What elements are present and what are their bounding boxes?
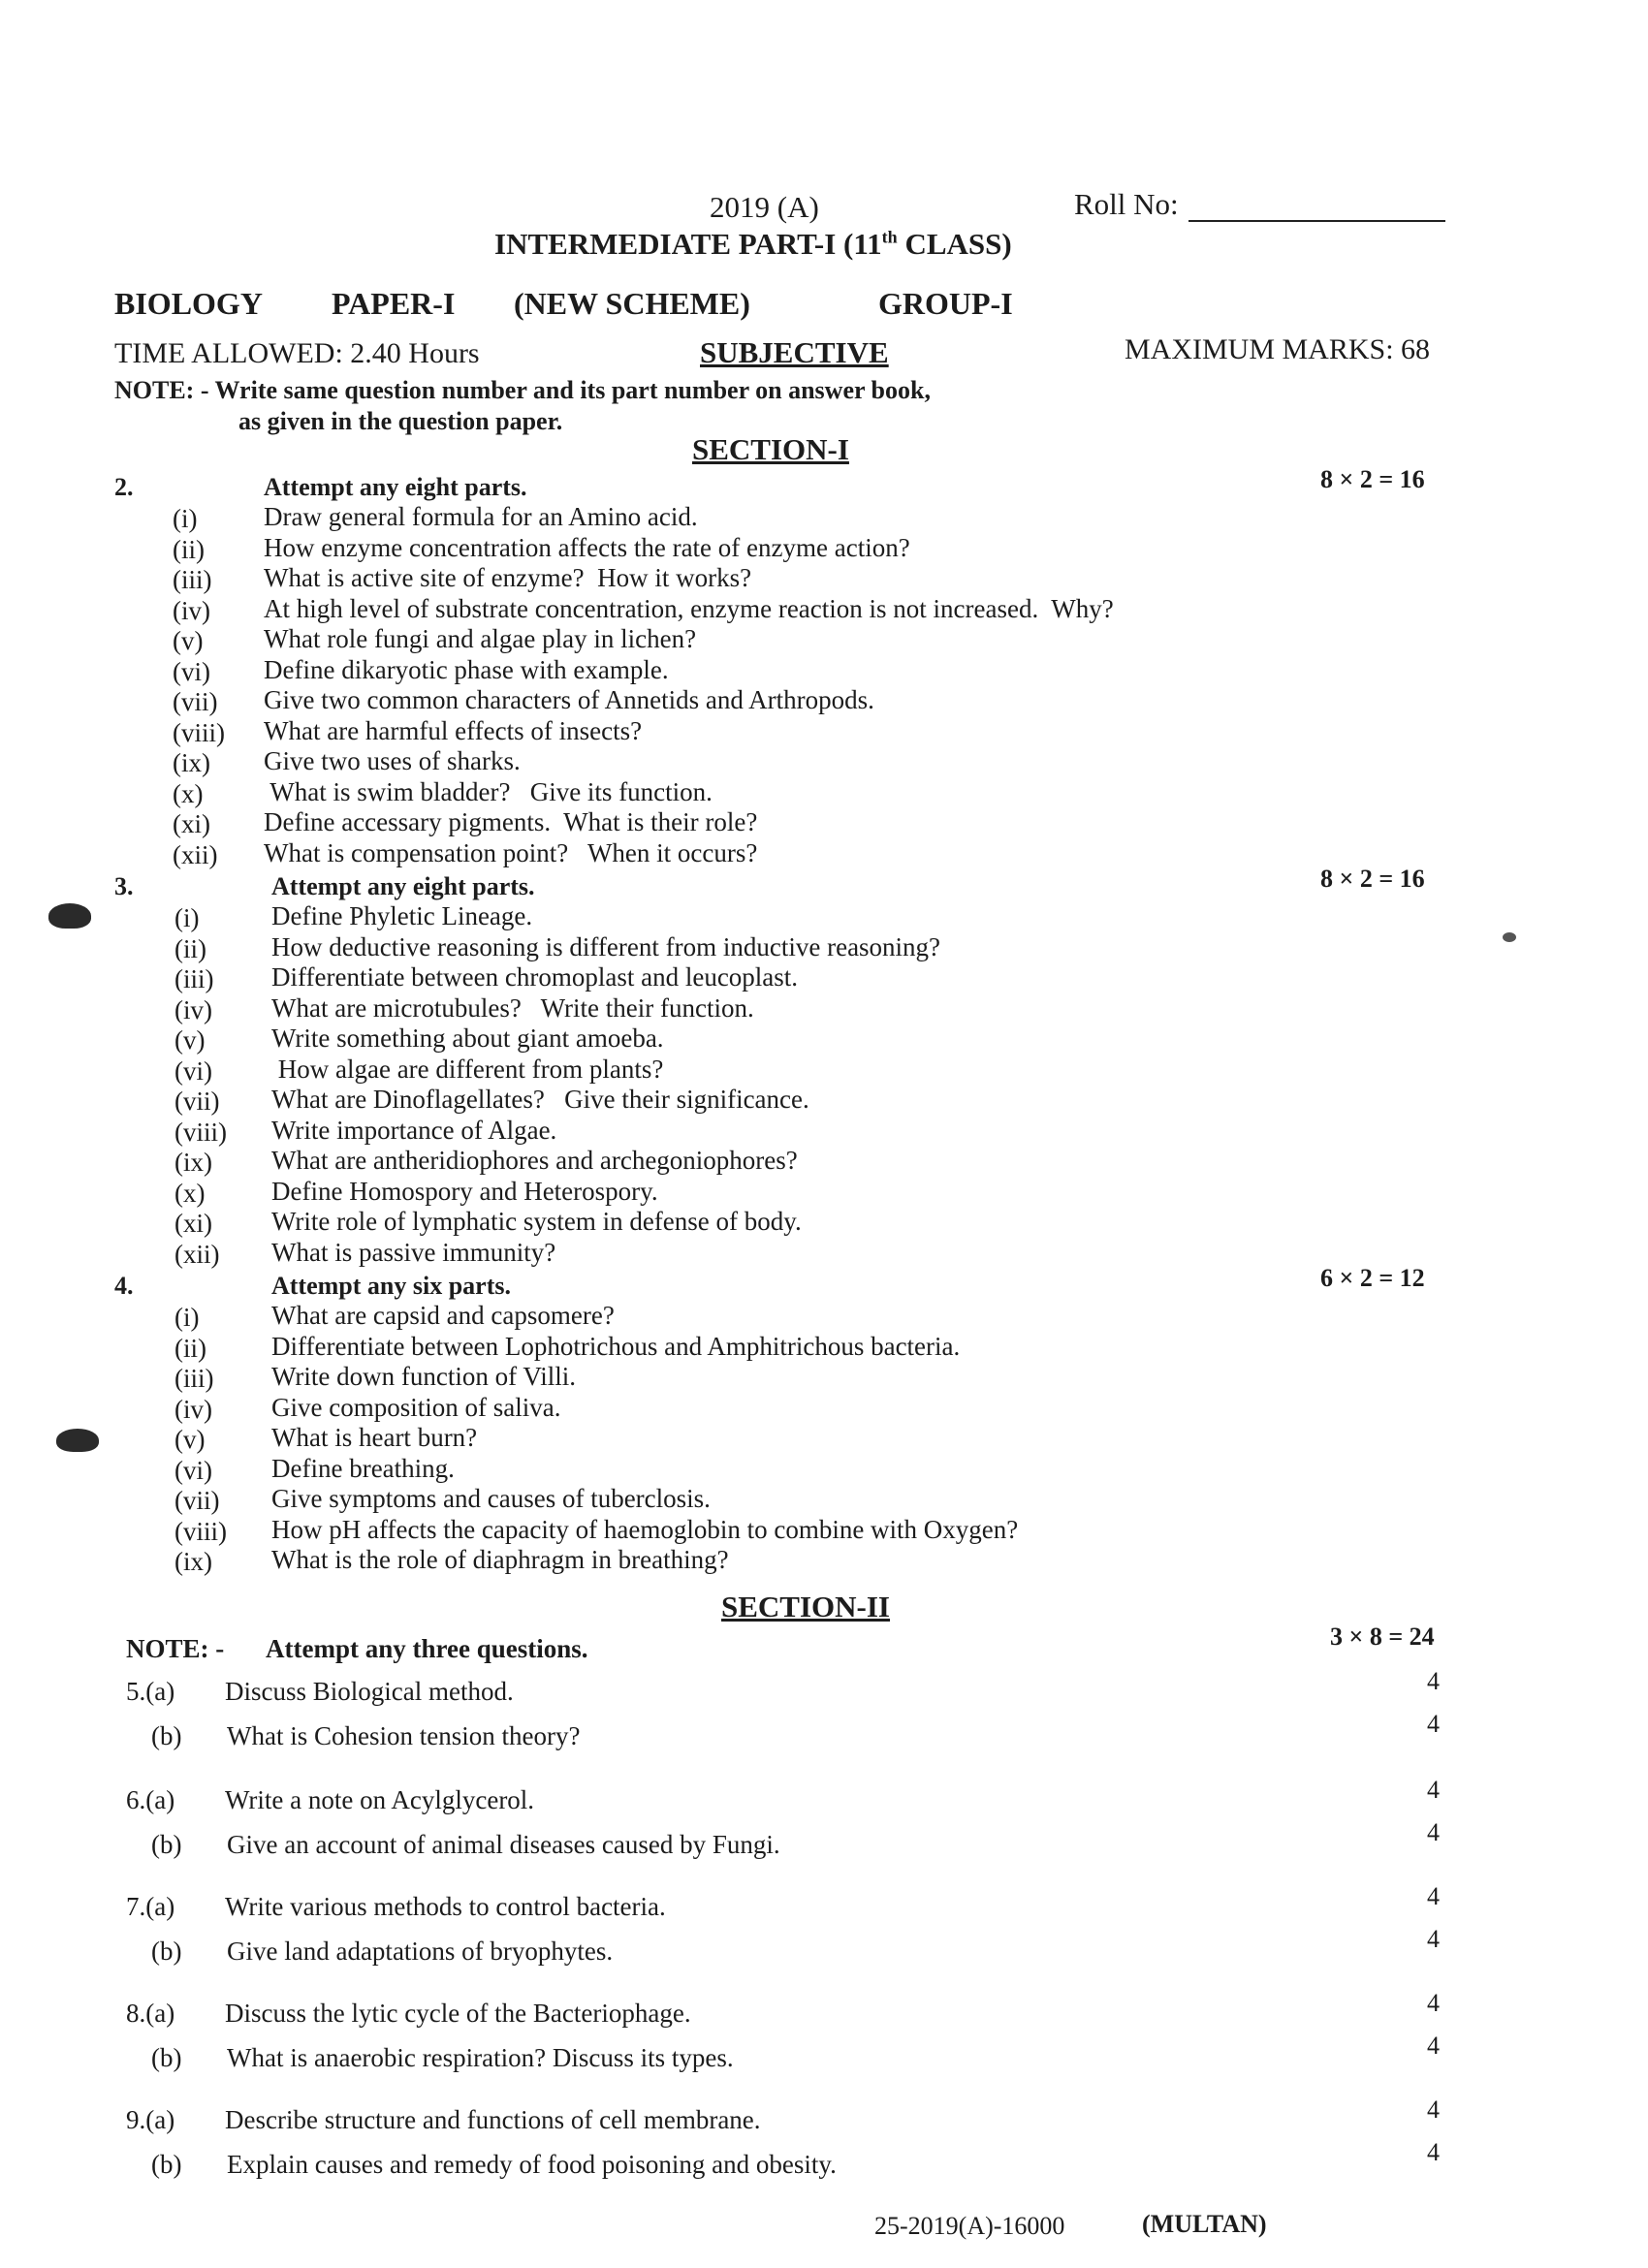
part-question: Give two common characters of Annetids and Arthropods. bbox=[264, 685, 874, 714]
part-label: (v) bbox=[173, 626, 204, 655]
question-part-b-marks: 4 bbox=[1427, 2032, 1440, 2060]
time-allowed: TIME ALLOWED: 2.40 Hours bbox=[114, 337, 480, 369]
question-part-a-marks: 4 bbox=[1427, 2095, 1440, 2124]
part-question: How deductive reasoning is different from inductive reasoning? bbox=[271, 932, 941, 961]
question-part-a-label: 8.(a) bbox=[126, 1999, 175, 2028]
part-label: (iii) bbox=[174, 964, 214, 993]
part-label: (x) bbox=[173, 779, 204, 808]
question-number: 4. bbox=[114, 1272, 134, 1300]
part-label: (vi) bbox=[173, 657, 210, 686]
section-2-note: Attempt any three questions. bbox=[266, 1634, 588, 1663]
part-label: (iv) bbox=[173, 596, 210, 625]
question-part-a: Describe structure and functions of cell membrane. bbox=[225, 2105, 761, 2134]
subject-name: BIOLOGY bbox=[114, 286, 263, 321]
part-label: (ii) bbox=[174, 1334, 206, 1363]
part-question: How enzyme concentration affects the rate of enzyme action? bbox=[264, 533, 910, 562]
paper-code: 25-2019(A)-16000 bbox=[874, 2212, 1065, 2240]
question-part-b-marks: 4 bbox=[1427, 2138, 1440, 2166]
question-part-b-marks: 4 bbox=[1427, 1925, 1440, 1953]
part-label: (ii) bbox=[173, 535, 205, 564]
question-part-a: Discuss Biological method. bbox=[225, 1677, 514, 1706]
part-question: What role fungi and algae play in lichen? bbox=[264, 624, 697, 653]
question-part-b-marks: 4 bbox=[1427, 1710, 1440, 1738]
part-label: (vii) bbox=[174, 1486, 220, 1515]
part-label: (vi) bbox=[174, 1456, 212, 1485]
exam-title-tail: CLASS) bbox=[897, 227, 1012, 261]
board-city: (MULTAN) bbox=[1142, 2210, 1267, 2238]
question-instruction: Attempt any six parts. bbox=[271, 1272, 511, 1300]
part-label: (ix) bbox=[173, 748, 210, 777]
question-instruction: Attempt any eight parts. bbox=[264, 473, 527, 501]
roll-number-field bbox=[1074, 187, 1445, 222]
part-label: (iii) bbox=[174, 1364, 214, 1393]
part-question: Define Phyletic Lineage. bbox=[271, 901, 533, 930]
part-label: (xii) bbox=[174, 1240, 220, 1269]
question-number: 3. bbox=[114, 872, 134, 900]
question-part-a: Discuss the lytic cycle of the Bacteriophage. bbox=[225, 1999, 691, 2028]
part-label: (v) bbox=[174, 1025, 206, 1055]
part-question: Define breathing. bbox=[271, 1454, 455, 1483]
part-label: (ix) bbox=[174, 1547, 212, 1576]
question-part-b-label: (b) bbox=[151, 1830, 182, 1859]
part-question: How algae are different from plants? bbox=[271, 1055, 664, 1084]
paper-name: PAPER-I bbox=[332, 286, 456, 321]
part-question: What is heart burn? bbox=[271, 1423, 478, 1452]
part-question: Write down function of Villi. bbox=[271, 1362, 576, 1391]
question-part-a-marks: 4 bbox=[1427, 1667, 1440, 1695]
part-question: At high level of substrate concentration, enzyme reaction is not increased. Why? bbox=[264, 594, 1114, 623]
question-part-a-label: 5.(a) bbox=[126, 1677, 175, 1706]
part-label: (viii) bbox=[174, 1118, 227, 1147]
part-label: (viii) bbox=[173, 718, 225, 747]
section-2-note-label: NOTE: - bbox=[126, 1634, 225, 1663]
question-instruction: Attempt any eight parts. bbox=[271, 872, 535, 900]
part-label: (vii) bbox=[173, 687, 218, 716]
question-part-a: Write various methods to control bacteria. bbox=[225, 1892, 666, 1921]
question-part-b-label: (b) bbox=[151, 1721, 182, 1750]
question-part-a: Write a note on Acylglycerol. bbox=[225, 1785, 535, 1814]
part-question: What are capsid and capsomere? bbox=[271, 1301, 615, 1330]
part-label: (ii) bbox=[174, 934, 206, 963]
roll-number-label: Roll No: bbox=[1074, 187, 1179, 221]
maximum-marks: MAXIMUM MARKS: 68 bbox=[1125, 333, 1431, 365]
question-part-a-marks: 4 bbox=[1427, 1776, 1440, 1804]
part-question: Give two uses of sharks. bbox=[264, 746, 521, 775]
part-question: What is passive immunity? bbox=[271, 1238, 556, 1267]
part-question: How pH affects the capacity of haemoglobin to combine with Oxygen? bbox=[271, 1515, 1019, 1544]
section-2-title: SECTION-II bbox=[721, 1590, 890, 1623]
part-label: (i) bbox=[174, 1303, 200, 1332]
part-question: What are microtubules? Write their function. bbox=[271, 993, 754, 1023]
part-label: (x) bbox=[174, 1179, 206, 1208]
part-question: What is the role of diaphragm in breathing? bbox=[271, 1545, 729, 1574]
scheme-name: (NEW SCHEME) bbox=[514, 286, 750, 321]
exam-title-main: INTERMEDIATE PART-I (11 bbox=[494, 227, 882, 261]
question-part-a-marks: 4 bbox=[1427, 1989, 1440, 2017]
part-question: Write something about giant amoeba. bbox=[271, 1024, 664, 1053]
part-question: Define dikaryotic phase with example. bbox=[264, 655, 669, 684]
section-1-title: SECTION-I bbox=[692, 432, 849, 466]
question-part-b-label: (b) bbox=[151, 2043, 182, 2072]
question-part-b: Give an account of animal diseases caused by Fungi. bbox=[227, 1830, 780, 1859]
exam-title bbox=[494, 227, 1012, 262]
part-label: (xi) bbox=[173, 809, 210, 838]
part-question: What is active site of enzyme? How it works? bbox=[264, 563, 752, 592]
roll-number-blank bbox=[1188, 195, 1445, 222]
section-2-marks: 3 × 8 = 24 bbox=[1330, 1622, 1435, 1651]
part-question: What are Dinoflagellates? Give their significance. bbox=[271, 1085, 809, 1114]
part-label: (ix) bbox=[174, 1148, 212, 1177]
scan-blot bbox=[48, 903, 91, 929]
question-marks: 8 × 2 = 16 bbox=[1320, 465, 1425, 493]
question-number: 2. bbox=[114, 473, 134, 501]
instruction-note: NOTE: - Write same question number and its part number on answer book, bbox=[114, 376, 931, 404]
part-question: Define Homospory and Heterospory. bbox=[271, 1177, 658, 1206]
group-name: GROUP-I bbox=[878, 286, 1013, 321]
part-question: Draw general formula for an Amino acid. bbox=[264, 502, 698, 531]
question-part-b-label: (b) bbox=[151, 2150, 182, 2179]
part-question: Give symptoms and causes of tuberclosis. bbox=[271, 1484, 711, 1513]
part-label: (v) bbox=[174, 1425, 206, 1454]
exam-title-sup: th bbox=[881, 227, 898, 247]
part-label: (iv) bbox=[174, 1395, 212, 1424]
scan-speck bbox=[1503, 932, 1516, 942]
question-part-b: Give land adaptations of bryophytes. bbox=[227, 1937, 614, 1966]
part-label: (xii) bbox=[173, 840, 218, 869]
scan-blot bbox=[56, 1429, 99, 1452]
part-question: What is swim bladder? Give its function. bbox=[264, 777, 713, 806]
part-label: (iii) bbox=[173, 565, 212, 594]
question-part-a-label: 6.(a) bbox=[126, 1785, 175, 1814]
part-question: Give composition of saliva. bbox=[271, 1393, 561, 1422]
question-part-a-marks: 4 bbox=[1427, 1882, 1440, 1910]
question-part-b: What is anaerobic respiration? Discuss its types. bbox=[227, 2043, 734, 2072]
part-question: Differentiate between chromoplast and leucoplast. bbox=[271, 962, 799, 992]
question-part-b-label: (b) bbox=[151, 1937, 182, 1966]
question-part-a-label: 7.(a) bbox=[126, 1892, 175, 1921]
question-part-a-label: 9.(a) bbox=[126, 2105, 175, 2134]
part-label: (viii) bbox=[174, 1517, 227, 1546]
exam-year: 2019 (A) bbox=[710, 190, 819, 224]
question-marks: 8 × 2 = 16 bbox=[1320, 865, 1425, 893]
part-label: (xi) bbox=[174, 1209, 212, 1238]
part-label: (i) bbox=[173, 504, 198, 533]
question-part-b: What is Cohesion tension theory? bbox=[227, 1721, 581, 1750]
part-question: Define accessary pigments. What is their role? bbox=[264, 807, 758, 836]
part-label: (vii) bbox=[174, 1087, 220, 1116]
paper-type-heading: SUBJECTIVE bbox=[700, 335, 889, 369]
part-question: Write importance of Algae. bbox=[271, 1116, 557, 1145]
part-question: What are antheridiophores and archegoniophores? bbox=[271, 1146, 798, 1175]
part-label: (vi) bbox=[174, 1056, 212, 1086]
question-marks: 6 × 2 = 12 bbox=[1320, 1264, 1425, 1292]
part-label: (iv) bbox=[174, 995, 212, 1024]
question-part-b: Explain causes and remedy of food poisoning and obesity. bbox=[227, 2150, 837, 2179]
instruction-note-cont: as given in the question paper. bbox=[238, 407, 563, 435]
part-question: Write role of lymphatic system in defense of body. bbox=[271, 1207, 802, 1236]
part-question: What are harmful effects of insects? bbox=[264, 716, 643, 745]
part-question: Differentiate between Lophotrichous and Amphitrichous bacteria. bbox=[271, 1332, 961, 1361]
part-question: What is compensation point? When it occurs? bbox=[264, 838, 758, 867]
part-label: (i) bbox=[174, 903, 200, 932]
question-part-b-marks: 4 bbox=[1427, 1818, 1440, 1846]
